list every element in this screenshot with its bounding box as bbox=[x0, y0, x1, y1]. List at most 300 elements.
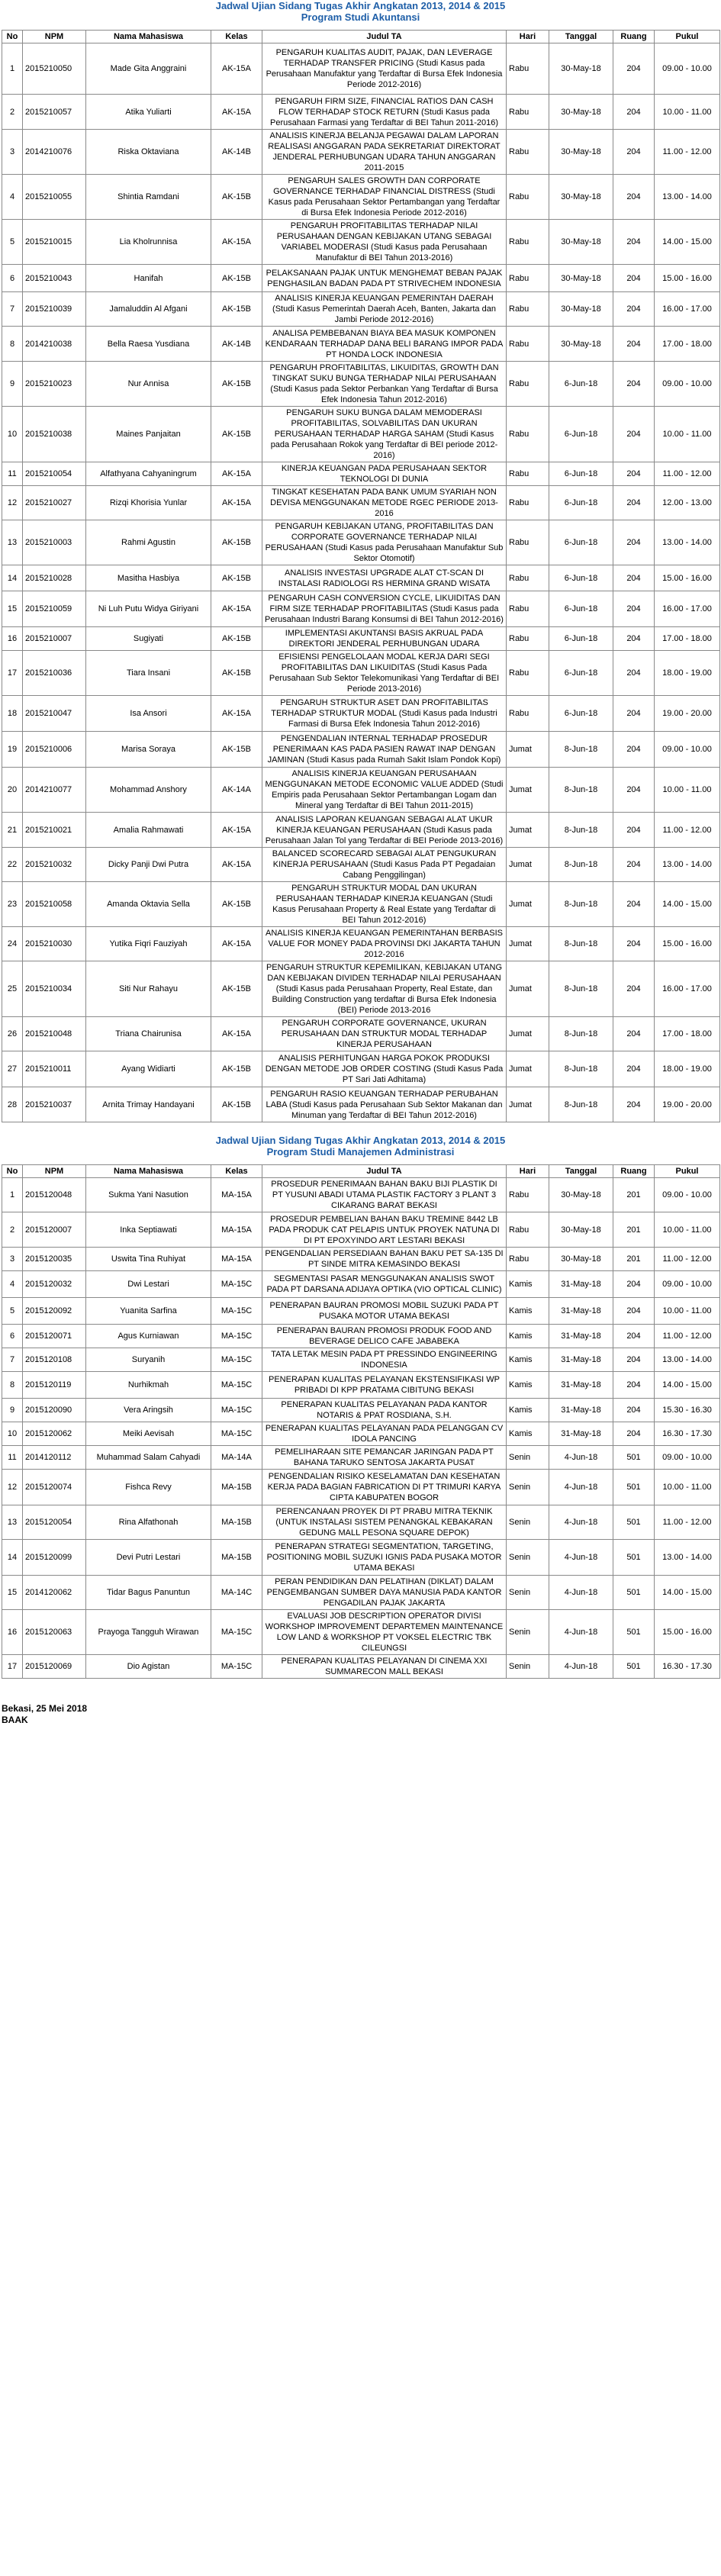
cell-hari: Rabu bbox=[507, 292, 549, 327]
cell-tanggal: 6-Jun-18 bbox=[549, 565, 613, 591]
cell-judul: PENERAPAN BAURAN PROMOSI PRODUK FOOD AND BEVERAGE DELICO CAFE JABABEKA bbox=[262, 1325, 507, 1348]
cell-tanggal: 30-May-18 bbox=[549, 220, 613, 265]
cell-tanggal: 30-May-18 bbox=[549, 327, 613, 362]
cell-no: 16 bbox=[2, 1610, 23, 1655]
cell-ruang: 204 bbox=[613, 1372, 655, 1399]
cell-hari: Jumat bbox=[507, 813, 549, 848]
cell-tanggal: 6-Jun-18 bbox=[549, 520, 613, 565]
cell-judul: EFISIENSI PENGELOLAAN MODAL KERJA DARI SEGI PROFITABILITAS DAN LIKUIDITAS (Studi Kasus Pada Perusahaan Sub Sektor Telekomunikasi Yang Terdaftar di BEI Periode 2013-2016) bbox=[262, 651, 507, 696]
cell-tanggal: 30-May-18 bbox=[549, 1248, 613, 1271]
table-row bbox=[2, 327, 720, 362]
table-row bbox=[2, 1372, 720, 1399]
cell-pukul: 15.00 - 16.00 bbox=[655, 565, 720, 591]
cell-no: 9 bbox=[2, 362, 23, 407]
cell-nama: Atika Yuliarti bbox=[86, 95, 211, 130]
cell-npm: 2015210015 bbox=[23, 220, 86, 265]
cell-nama: Sugiyati bbox=[86, 627, 211, 651]
cell-nama: Fishca Revy bbox=[86, 1470, 211, 1505]
table-row bbox=[2, 265, 720, 292]
cell-no: 14 bbox=[2, 565, 23, 591]
cell-tanggal: 30-May-18 bbox=[549, 292, 613, 327]
cell-tanggal: 4-Jun-18 bbox=[549, 1470, 613, 1505]
cell-nama: Siti Nur Rahayu bbox=[86, 961, 211, 1017]
table-row bbox=[2, 1655, 720, 1679]
cell-kelas: AK-15A bbox=[211, 813, 262, 848]
cell-npm: 2015210030 bbox=[23, 927, 86, 961]
cell-no: 14 bbox=[2, 1540, 23, 1576]
cell-hari: Rabu bbox=[507, 651, 549, 696]
cell-pukul: 15.00 - 16.00 bbox=[655, 265, 720, 292]
cell-tanggal: 31-May-18 bbox=[549, 1271, 613, 1298]
cell-ruang: 501 bbox=[613, 1470, 655, 1505]
cell-hari: Rabu bbox=[507, 327, 549, 362]
cell-kelas: AK-15A bbox=[211, 43, 262, 95]
cell-npm: 2015210021 bbox=[23, 813, 86, 848]
cell-nama: Dwi Lestari bbox=[86, 1271, 211, 1298]
cell-ruang: 501 bbox=[613, 1540, 655, 1576]
cell-npm: 2015210057 bbox=[23, 95, 86, 130]
cell-ruang: 204 bbox=[613, 848, 655, 882]
cell-npm: 2015210050 bbox=[23, 43, 86, 95]
table-row bbox=[2, 520, 720, 565]
cell-kelas: MA-15A bbox=[211, 1178, 262, 1212]
schedule-table bbox=[2, 30, 720, 1122]
cell-no: 4 bbox=[2, 175, 23, 220]
cell-tanggal: 31-May-18 bbox=[549, 1325, 613, 1348]
cell-pukul: 10.00 - 11.00 bbox=[655, 1298, 720, 1325]
cell-tanggal: 6-Jun-18 bbox=[549, 486, 613, 520]
cell-judul: ANALISA PEMBEBANAN BIAYA BEA MASUK KOMPONEN KENDARAAN TERHADAP DANA BELI BARANG IMPOR PADA PT HONDA LOCK INDONESIA bbox=[262, 327, 507, 362]
cell-hari: Rabu bbox=[507, 520, 549, 565]
footer bbox=[0, 1703, 721, 1726]
cell-kelas: AK-15A bbox=[211, 462, 262, 486]
cell-pukul: 10.00 - 11.00 bbox=[655, 1470, 720, 1505]
cell-pukul: 18.00 - 19.00 bbox=[655, 1051, 720, 1087]
cell-npm: 2015210043 bbox=[23, 265, 86, 292]
cell-judul: PENERAPAN KUALITAS PELAYANAN DI CINEMA XXI SUMMARECON MALL BEKASI bbox=[262, 1655, 507, 1679]
cell-nama: Shintia Ramdani bbox=[86, 175, 211, 220]
cell-kelas: AK-15B bbox=[211, 292, 262, 327]
cell-hari: Jumat bbox=[507, 768, 549, 813]
cell-hari: Kamis bbox=[507, 1422, 549, 1446]
cell-no: 27 bbox=[2, 1051, 23, 1087]
table-row bbox=[2, 362, 720, 407]
table-row bbox=[2, 1422, 720, 1446]
cell-tanggal: 31-May-18 bbox=[549, 1348, 613, 1372]
cell-kelas: AK-15B bbox=[211, 1051, 262, 1087]
table-row bbox=[2, 1298, 720, 1325]
cell-no: 11 bbox=[2, 462, 23, 486]
cell-judul: ANALISIS LAPORAN KEUANGAN SEBAGAI ALAT UKUR KINERJA KEUANGAN PERUSAHAAN (Studi Kasus pada Perusahaan Jalan Tol yang Terdaftar di BEI Periode 2013-2016) bbox=[262, 813, 507, 848]
cell-ruang: 204 bbox=[613, 1017, 655, 1051]
section-title-block bbox=[0, 0, 721, 23]
table-row bbox=[2, 813, 720, 848]
header-hari: Hari bbox=[507, 1165, 549, 1178]
cell-pukul: 11.00 - 12.00 bbox=[655, 462, 720, 486]
cell-npm: 2015210003 bbox=[23, 520, 86, 565]
cell-hari: Jumat bbox=[507, 1051, 549, 1087]
cell-tanggal: 6-Jun-18 bbox=[549, 362, 613, 407]
cell-nama: Triana Chairunisa bbox=[86, 1017, 211, 1051]
cell-hari: Jumat bbox=[507, 927, 549, 961]
cell-kelas: MA-15C bbox=[211, 1271, 262, 1298]
cell-judul: PENERAPAN KUALITAS PELAYANAN PADA KANTOR NOTARIS & PPAT ROSDIANA, S.H. bbox=[262, 1399, 507, 1422]
cell-tanggal: 30-May-18 bbox=[549, 130, 613, 175]
header-hari: Hari bbox=[507, 31, 549, 43]
cell-ruang: 204 bbox=[613, 362, 655, 407]
cell-kelas: MA-14C bbox=[211, 1576, 262, 1610]
cell-judul: ANALISIS KINERJA BELANJA PEGAWAI DALAM LAPORAN REALISASI ANGGARAN PADA SEKRETARIAT DIREKTORAT JENDERAL PERHUBUNGAN UDARA TAHUN ANGGARAN 2011-2015 bbox=[262, 130, 507, 175]
cell-no: 28 bbox=[2, 1087, 23, 1122]
cell-hari: Jumat bbox=[507, 1087, 549, 1122]
cell-nama: Rina Alfathonah bbox=[86, 1505, 211, 1540]
cell-hari: Jumat bbox=[507, 732, 549, 768]
cell-ruang: 204 bbox=[613, 1051, 655, 1087]
cell-no: 7 bbox=[2, 1348, 23, 1372]
cell-no: 17 bbox=[2, 651, 23, 696]
header-pukul: Pukul bbox=[655, 1165, 720, 1178]
cell-no: 12 bbox=[2, 1470, 23, 1505]
cell-pukul: 14.00 - 15.00 bbox=[655, 1576, 720, 1610]
cell-hari: Rabu bbox=[507, 175, 549, 220]
table-row bbox=[2, 175, 720, 220]
cell-kelas: MA-15A bbox=[211, 1248, 262, 1271]
table-row bbox=[2, 1087, 720, 1122]
cell-judul: PENGARUH STRUKTUR MODAL DAN UKURAN PERUSAHAAN TERHADAP KINERJA KEUANGAN (Studi Kasus Perusahaan Property & Real Estate yang Terdaftar di BEI Tahun 2012-2016) bbox=[262, 882, 507, 927]
cell-kelas: AK-15B bbox=[211, 651, 262, 696]
cell-nama: Dio Agistan bbox=[86, 1655, 211, 1679]
cell-kelas: AK-15A bbox=[211, 848, 262, 882]
cell-tanggal: 8-Jun-18 bbox=[549, 813, 613, 848]
cell-no: 1 bbox=[2, 1178, 23, 1212]
cell-ruang: 204 bbox=[613, 220, 655, 265]
cell-ruang: 204 bbox=[613, 961, 655, 1017]
cell-ruang: 204 bbox=[613, 95, 655, 130]
table-row bbox=[2, 407, 720, 462]
cell-no: 11 bbox=[2, 1446, 23, 1470]
table-row bbox=[2, 848, 720, 882]
cell-no: 3 bbox=[2, 130, 23, 175]
cell-ruang: 204 bbox=[613, 1422, 655, 1446]
header-tanggal: Tanggal bbox=[549, 1165, 613, 1178]
cell-kelas: AK-15B bbox=[211, 520, 262, 565]
cell-hari: Rabu bbox=[507, 1212, 549, 1248]
cell-hari: Rabu bbox=[507, 362, 549, 407]
cell-no: 20 bbox=[2, 768, 23, 813]
cell-nama: Made Gita Anggraini bbox=[86, 43, 211, 95]
cell-npm: 2014210038 bbox=[23, 327, 86, 362]
cell-no: 9 bbox=[2, 1399, 23, 1422]
cell-nama: Amanda Oktavia Sella bbox=[86, 882, 211, 927]
cell-nama: Yuanita Sarfina bbox=[86, 1298, 211, 1325]
cell-npm: 2014210077 bbox=[23, 768, 86, 813]
cell-hari: Kamis bbox=[507, 1298, 549, 1325]
cell-no: 13 bbox=[2, 1505, 23, 1540]
cell-pukul: 13.00 - 14.00 bbox=[655, 848, 720, 882]
cell-pukul: 12.00 - 13.00 bbox=[655, 486, 720, 520]
cell-npm: 2015120032 bbox=[23, 1271, 86, 1298]
cell-judul: PENERAPAN STRATEGI SEGMENTATION, TARGETING, POSITIONING MOBIL SUZUKI IGNIS PADA PUSAKA MOTOR UTAMA BEKASI bbox=[262, 1540, 507, 1576]
table-row bbox=[2, 1051, 720, 1087]
cell-nama: Ayang Widiarti bbox=[86, 1051, 211, 1087]
cell-no: 22 bbox=[2, 848, 23, 882]
cell-judul: PENERAPAN KUALITAS PELAYANAN PADA PELANGGAN CV IDOLA PANCING bbox=[262, 1422, 507, 1446]
table-row bbox=[2, 1540, 720, 1576]
cell-tanggal: 6-Jun-18 bbox=[549, 651, 613, 696]
table-row bbox=[2, 130, 720, 175]
cell-pukul: 10.00 - 11.00 bbox=[655, 407, 720, 462]
cell-pukul: 19.00 - 20.00 bbox=[655, 696, 720, 732]
cell-pukul: 11.00 - 12.00 bbox=[655, 1248, 720, 1271]
cell-npm: 2015120069 bbox=[23, 1655, 86, 1679]
cell-pukul: 10.00 - 11.00 bbox=[655, 1212, 720, 1248]
cell-tanggal: 31-May-18 bbox=[549, 1372, 613, 1399]
cell-ruang: 204 bbox=[613, 43, 655, 95]
cell-judul: ANALISIS KINERJA KEUANGAN PERUSAHAAN MENGGUNAKAN METODE ECONOMIC VALUE ADDED (Studi Empiris pada Perusahaan Sektor Pertambangan Logam dan Mineral yang Terdaftar di BEI Tahun 2011-2015) bbox=[262, 768, 507, 813]
cell-tanggal: 4-Jun-18 bbox=[549, 1576, 613, 1610]
cell-tanggal: 8-Jun-18 bbox=[549, 1051, 613, 1087]
cell-nama: Devi Putri Lestari bbox=[86, 1540, 211, 1576]
cell-pukul: 13.00 - 14.00 bbox=[655, 1540, 720, 1576]
table-header-row bbox=[2, 31, 720, 43]
cell-judul: PROSEDUR PENERIMAAN BAHAN BAKU BIJI PLASTIK DI PT YUSUNI ABADI UTAMA PLASTIK FACTORY 3 PLANT 3 CIKARANG BARAT BEKASI bbox=[262, 1178, 507, 1212]
cell-judul: PENGARUH STRUKTUR ASET DAN PROFITABILITAS TERHADAP STRUKTUR MODAL (Studi Kasus pada Industri Farmasi di Bursa Efek Indonesia Tahun 2012-2016) bbox=[262, 696, 507, 732]
section-program: Program Studi Akuntansi bbox=[301, 11, 420, 23]
cell-hari: Kamis bbox=[507, 1271, 549, 1298]
cell-judul: PENGARUH CASH CONVERSION CYCLE, LIKUIDITAS DAN FIRM SIZE TERHADAP PROFITABILITAS (Studi Kasus pada Perusahaan Industri Barang Konsumsi di BEI Tahun 2012-2016) bbox=[262, 591, 507, 627]
cell-pukul: 09.00 - 10.00 bbox=[655, 1178, 720, 1212]
cell-kelas: AK-15A bbox=[211, 220, 262, 265]
cell-judul: KINERJA KEUANGAN PADA PERUSAHAAN SEKTOR TEKNOLOGI DI DUNIA bbox=[262, 462, 507, 486]
cell-npm: 2015210055 bbox=[23, 175, 86, 220]
cell-tanggal: 8-Jun-18 bbox=[549, 1087, 613, 1122]
cell-tanggal: 4-Jun-18 bbox=[549, 1505, 613, 1540]
cell-ruang: 501 bbox=[613, 1446, 655, 1470]
cell-no: 5 bbox=[2, 1298, 23, 1325]
cell-ruang: 204 bbox=[613, 1271, 655, 1298]
cell-nama: Mohammad Anshory bbox=[86, 768, 211, 813]
cell-kelas: MA-15B bbox=[211, 1540, 262, 1576]
cell-pukul: 16.00 - 17.00 bbox=[655, 292, 720, 327]
cell-kelas: AK-14A bbox=[211, 768, 262, 813]
cell-judul: PENGENDALIAN PERSEDIAAN BAHAN BAKU PET SA-135 DI PT SINDE MITRA KEMASINDO BEKASI bbox=[262, 1248, 507, 1271]
table-row bbox=[2, 696, 720, 732]
cell-npm: 2015120074 bbox=[23, 1470, 86, 1505]
cell-ruang: 204 bbox=[613, 1348, 655, 1372]
cell-tanggal: 30-May-18 bbox=[549, 1178, 613, 1212]
cell-nama: Agus Kurniawan bbox=[86, 1325, 211, 1348]
cell-ruang: 204 bbox=[613, 1325, 655, 1348]
cell-npm: 2015210054 bbox=[23, 462, 86, 486]
cell-npm: 2015210027 bbox=[23, 486, 86, 520]
cell-ruang: 501 bbox=[613, 1505, 655, 1540]
cell-hari: Jumat bbox=[507, 961, 549, 1017]
cell-nama: Vera Aringsih bbox=[86, 1399, 211, 1422]
table-row bbox=[2, 1505, 720, 1540]
cell-hari: Rabu bbox=[507, 591, 549, 627]
cell-ruang: 501 bbox=[613, 1576, 655, 1610]
cell-kelas: AK-15A bbox=[211, 1017, 262, 1051]
cell-npm: 2015120108 bbox=[23, 1348, 86, 1372]
cell-kelas: MA-15C bbox=[211, 1325, 262, 1348]
cell-nama: Uswita Tina Ruhiyat bbox=[86, 1248, 211, 1271]
cell-judul: ANALISIS INVESTASI UPGRADE ALAT CT-SCAN DI INSTALASI RADIOLOGI RS HERMINA GRAND WISATA bbox=[262, 565, 507, 591]
table-row bbox=[2, 1470, 720, 1505]
cell-hari: Rabu bbox=[507, 1248, 549, 1271]
table-row bbox=[2, 1610, 720, 1655]
table-row bbox=[2, 292, 720, 327]
cell-no: 8 bbox=[2, 327, 23, 362]
table-row bbox=[2, 1178, 720, 1212]
cell-tanggal: 4-Jun-18 bbox=[549, 1446, 613, 1470]
cell-judul: PENGARUH FIRM SIZE, FINANCIAL RATIOS DAN CASH FLOW TERHADAP STOCK RETURN (Studi Kasus pada Perusahaan Farmasi yang Terdaftar di BEI Tahun 2011-2016) bbox=[262, 95, 507, 130]
cell-kelas: MA-15C bbox=[211, 1372, 262, 1399]
cell-no: 15 bbox=[2, 1576, 23, 1610]
cell-pukul: 17.00 - 18.00 bbox=[655, 327, 720, 362]
cell-npm: 2015120035 bbox=[23, 1248, 86, 1271]
cell-judul: SEGMENTASI PASAR MENGGUNAKAN ANALISIS SWOT PADA PT DARSANA ADIJAYA OPTIKA (VIO OPTICAL CLINIC) bbox=[262, 1271, 507, 1298]
cell-pukul: 09.00 - 10.00 bbox=[655, 1271, 720, 1298]
cell-no: 18 bbox=[2, 696, 23, 732]
cell-no: 8 bbox=[2, 1372, 23, 1399]
cell-ruang: 204 bbox=[613, 292, 655, 327]
cell-ruang: 204 bbox=[613, 1399, 655, 1422]
cell-hari: Jumat bbox=[507, 1017, 549, 1051]
cell-ruang: 204 bbox=[613, 627, 655, 651]
cell-pukul: 14.00 - 15.00 bbox=[655, 882, 720, 927]
table-row bbox=[2, 220, 720, 265]
cell-npm: 2015210038 bbox=[23, 407, 86, 462]
table-row bbox=[2, 1446, 720, 1470]
cell-judul: PENGARUH SUKU BUNGA DALAM MEMODERASI PROFITABILITAS, SOLVABILITAS DAN UKURAN PERUSAHAAN TERHADAP HARGA SAHAM (Studi Kasus pada Perusahaan Rokok yang Terdaftar di BEI periode 2012-2016) bbox=[262, 407, 507, 462]
cell-kelas: AK-15B bbox=[211, 175, 262, 220]
cell-hari: Senin bbox=[507, 1446, 549, 1470]
cell-kelas: MA-15A bbox=[211, 1212, 262, 1248]
cell-judul: PENGARUH SALES GROWTH DAN CORPORATE GOVERNANCE TERHADAP FINANCIAL DISTRESS (Studi Kasus pada Perusahaan Sektor Pertambangan yang Terdaftar di Bursa Efek Indonesia Periode 2012-2016) bbox=[262, 175, 507, 220]
cell-hari: Rabu bbox=[507, 130, 549, 175]
cell-kelas: AK-15B bbox=[211, 265, 262, 292]
cell-no: 3 bbox=[2, 1248, 23, 1271]
cell-npm: 2015120048 bbox=[23, 1178, 86, 1212]
cell-npm: 2015210007 bbox=[23, 627, 86, 651]
cell-judul: PEMELIHARAAN SITE PEMANCAR JARINGAN PADA PT BAHANA TARUKO SENTOSA JAKARTA PUSAT bbox=[262, 1446, 507, 1470]
cell-tanggal: 30-May-18 bbox=[549, 95, 613, 130]
cell-pukul: 13.00 - 14.00 bbox=[655, 520, 720, 565]
cell-no: 6 bbox=[2, 1325, 23, 1348]
cell-npm: 2015210023 bbox=[23, 362, 86, 407]
cell-pukul: 09.00 - 10.00 bbox=[655, 732, 720, 768]
table-row bbox=[2, 768, 720, 813]
table-row bbox=[2, 591, 720, 627]
table-row bbox=[2, 486, 720, 520]
cell-kelas: AK-15A bbox=[211, 95, 262, 130]
cell-npm: 2015120119 bbox=[23, 1372, 86, 1399]
cell-no: 2 bbox=[2, 1212, 23, 1248]
cell-no: 16 bbox=[2, 627, 23, 651]
cell-kelas: AK-14B bbox=[211, 130, 262, 175]
table-row bbox=[2, 1017, 720, 1051]
cell-kelas: AK-15B bbox=[211, 627, 262, 651]
cell-pukul: 10.00 - 11.00 bbox=[655, 95, 720, 130]
cell-nama: Maines Panjaitan bbox=[86, 407, 211, 462]
cell-kelas: AK-15B bbox=[211, 565, 262, 591]
cell-npm: 2014120062 bbox=[23, 1576, 86, 1610]
cell-npm: 2015120062 bbox=[23, 1422, 86, 1446]
cell-pukul: 17.00 - 18.00 bbox=[655, 1017, 720, 1051]
cell-pukul: 13.00 - 14.00 bbox=[655, 175, 720, 220]
cell-nama: Lia Kholrunnisa bbox=[86, 220, 211, 265]
cell-no: 4 bbox=[2, 1271, 23, 1298]
cell-pukul: 10.00 - 11.00 bbox=[655, 768, 720, 813]
cell-pukul: 16.00 - 17.00 bbox=[655, 591, 720, 627]
cell-ruang: 204 bbox=[613, 651, 655, 696]
header-kelas: Kelas bbox=[211, 31, 262, 43]
cell-kelas: MA-15C bbox=[211, 1422, 262, 1446]
cell-hari: Rabu bbox=[507, 265, 549, 292]
cell-npm: 2015120007 bbox=[23, 1212, 86, 1248]
cell-nama: Bella Raesa Yusdiana bbox=[86, 327, 211, 362]
cell-tanggal: 6-Jun-18 bbox=[549, 627, 613, 651]
cell-kelas: MA-15C bbox=[211, 1348, 262, 1372]
cell-nama: Nur Annisa bbox=[86, 362, 211, 407]
cell-hari: Rabu bbox=[507, 43, 549, 95]
cell-nama: Rizqi Khorisia Yunlar bbox=[86, 486, 211, 520]
table-row bbox=[2, 651, 720, 696]
cell-judul: PENGARUH PROFITABILITAS TERHADAP NILAI PERUSAHAAN DENGAN KEBIJAKAN UTANG SEBAGAI VARIABEL MODERASI (Studi Kasus pada Perusahaan Manufaktur di BEI Tahun 2013-2016) bbox=[262, 220, 507, 265]
cell-ruang: 204 bbox=[613, 813, 655, 848]
table-row bbox=[2, 732, 720, 768]
cell-tanggal: 4-Jun-18 bbox=[549, 1655, 613, 1679]
table-row bbox=[2, 95, 720, 130]
cell-no: 6 bbox=[2, 265, 23, 292]
header-ruang: Ruang bbox=[613, 1165, 655, 1178]
cell-no: 5 bbox=[2, 220, 23, 265]
cell-judul: PENGARUH STRUKTUR KEPEMILIKAN, KEBIJAKAN UTANG DAN KEBIJAKAN DIVIDEN TERHADAP NILAI PERUSAHAAN (Studi Kasus pada Perusahaan Property, Real Estate, dan Building Construction yang terdaftar di Bursa Efek Indonesia (BEI) Periode 2013-2016 bbox=[262, 961, 507, 1017]
cell-kelas: AK-15A bbox=[211, 591, 262, 627]
cell-npm: 2015210011 bbox=[23, 1051, 86, 1087]
footer-office: BAAK bbox=[2, 1715, 28, 1725]
header-judul: Judul TA bbox=[262, 31, 507, 43]
cell-ruang: 201 bbox=[613, 1248, 655, 1271]
cell-kelas: AK-15B bbox=[211, 407, 262, 462]
section-program: Program Studi Manajemen Administrasi bbox=[266, 1146, 455, 1158]
cell-hari: Kamis bbox=[507, 1325, 549, 1348]
table-row bbox=[2, 1348, 720, 1372]
cell-hari: Rabu bbox=[507, 486, 549, 520]
cell-nama: Masitha Hasbiya bbox=[86, 565, 211, 591]
cell-npm: 2015120063 bbox=[23, 1610, 86, 1655]
header-npm: NPM bbox=[23, 1165, 86, 1178]
cell-nama: Ni Luh Putu Widya Giriyani bbox=[86, 591, 211, 627]
cell-judul: IMPLEMENTASI AKUNTANSI BASIS AKRUAL PADA DIREKTORI JENDERAL PERHUBUNGAN UDARA bbox=[262, 627, 507, 651]
cell-no: 17 bbox=[2, 1655, 23, 1679]
cell-tanggal: 8-Jun-18 bbox=[549, 768, 613, 813]
table-row bbox=[2, 565, 720, 591]
cell-nama: Arnita Trimay Handayani bbox=[86, 1087, 211, 1122]
cell-nama: Dicky Panji Dwi Putra bbox=[86, 848, 211, 882]
cell-judul: PENGARUH KUALITAS AUDIT, PAJAK, DAN LEVERAGE TERHADAP TRANSFER PRICING (Studi Kasus pada Perusahaan Manufaktur yang Terdaftar di Bursa Efek Indonesia Periode 2012-2016) bbox=[262, 43, 507, 95]
table-row bbox=[2, 1271, 720, 1298]
cell-judul: PERENCANAAN PROYEK DI PT PRABU MITRA TEKNIK (UNTUK INSTALASI SISTEM PENANGKAL KEBAKARAN GEDUNG MALL PESONA SQUARE DEPOK) bbox=[262, 1505, 507, 1540]
cell-hari: Jumat bbox=[507, 848, 549, 882]
cell-tanggal: 30-May-18 bbox=[549, 1212, 613, 1248]
cell-no: 26 bbox=[2, 1017, 23, 1051]
cell-nama: Sukma Yani Nasution bbox=[86, 1178, 211, 1212]
section-title: Jadwal Ujian Sidang Tugas Akhir Angkatan 2013, 2014 & 2015 bbox=[215, 1135, 506, 1146]
header-npm: NPM bbox=[23, 31, 86, 43]
header-pukul: Pukul bbox=[655, 31, 720, 43]
cell-kelas: MA-15C bbox=[211, 1298, 262, 1325]
